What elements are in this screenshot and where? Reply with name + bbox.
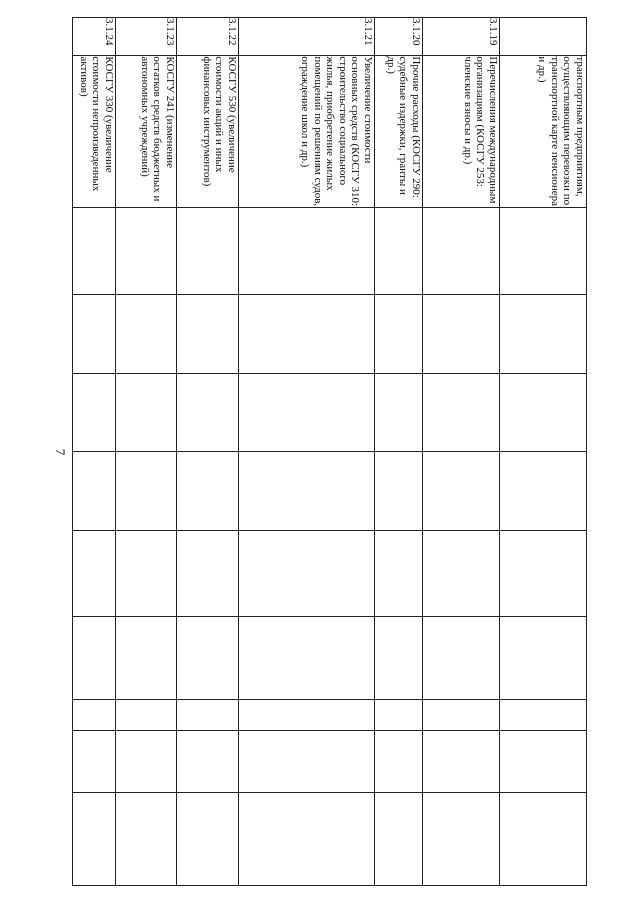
table-row	[239, 18, 375, 886]
empty-cell	[500, 617, 587, 700]
empty-cell	[375, 617, 423, 700]
empty-cell	[116, 207, 177, 294]
empty-cell	[423, 294, 500, 373]
row-number: 3.1.19	[423, 18, 500, 56]
empty-cell	[177, 531, 239, 617]
empty-cell	[73, 700, 116, 731]
table-row	[423, 18, 500, 886]
empty-cell	[500, 294, 587, 373]
empty-cell	[239, 452, 375, 531]
empty-cell	[375, 373, 423, 452]
table-row	[73, 18, 116, 886]
empty-cell	[239, 294, 375, 373]
empty-cell	[177, 617, 239, 700]
table-row	[177, 18, 239, 886]
empty-cell	[177, 207, 239, 294]
empty-cell	[177, 700, 239, 731]
row-description: КОСГУ 241 (изменение остатков средств бюджетных и автономных учреждений)	[116, 56, 177, 208]
row-number: 3.1.21	[239, 18, 375, 56]
empty-cell	[177, 373, 239, 452]
empty-cell	[116, 294, 177, 373]
empty-cell	[116, 531, 177, 617]
empty-cell	[177, 294, 239, 373]
empty-cell	[239, 700, 375, 731]
empty-cell	[177, 792, 239, 885]
row-number	[500, 18, 587, 56]
table-row	[500, 18, 587, 886]
expenses-table	[72, 17, 587, 886]
empty-cell	[73, 373, 116, 452]
empty-cell	[73, 617, 116, 700]
empty-cell	[239, 531, 375, 617]
row-description: Перечисления международным организациям (КОСГУ 253: членские взносы и др.)	[423, 56, 500, 208]
row-description: КОСГУ 530 (увеличение стоимости акций и иных финансовых инструментов)	[177, 56, 239, 208]
empty-cell	[423, 373, 500, 452]
empty-cell	[239, 207, 375, 294]
empty-cell	[375, 792, 423, 885]
table-row	[116, 18, 177, 886]
empty-cell	[423, 731, 500, 793]
empty-cell	[423, 617, 500, 700]
row-number: 3.1.24	[73, 18, 116, 56]
table-row	[375, 18, 423, 886]
row-description: Увеличение стоимости основных средств (КОСГУ 310: строительство социального жилья, приобретение жилых помещений по решениям судов, ограждение школ и др.)	[239, 56, 375, 208]
empty-cell	[239, 792, 375, 885]
empty-cell	[423, 700, 500, 731]
empty-cell	[73, 792, 116, 885]
row-number: 3.1.22	[177, 18, 239, 56]
page-number: 7	[53, 448, 68, 456]
empty-cell	[423, 207, 500, 294]
empty-cell	[177, 452, 239, 531]
empty-cell	[500, 452, 587, 531]
empty-cell	[239, 617, 375, 700]
empty-cell	[116, 700, 177, 731]
empty-cell	[375, 531, 423, 617]
empty-cell	[500, 531, 587, 617]
empty-cell	[239, 731, 375, 793]
table-container	[78, 17, 587, 886]
empty-cell	[116, 373, 177, 452]
empty-cell	[73, 294, 116, 373]
empty-cell	[73, 207, 116, 294]
empty-cell	[375, 207, 423, 294]
row-description: Прочие расходы (КОСГУ 290: судебные издержки, гранты и др.)	[375, 56, 423, 208]
empty-cell	[116, 792, 177, 885]
empty-cell	[500, 207, 587, 294]
empty-cell	[500, 792, 587, 885]
empty-cell	[423, 531, 500, 617]
empty-cell	[423, 792, 500, 885]
empty-cell	[116, 617, 177, 700]
empty-cell	[375, 452, 423, 531]
row-number: 3.1.23	[116, 18, 177, 56]
empty-cell	[116, 731, 177, 793]
empty-cell	[177, 731, 239, 793]
empty-cell	[375, 700, 423, 731]
empty-cell	[239, 373, 375, 452]
empty-cell	[500, 731, 587, 793]
empty-cell	[500, 373, 587, 452]
row-number: 3.1.20	[375, 18, 423, 56]
empty-cell	[73, 452, 116, 531]
row-description: транспортным предприятиям, осуществляющим перевозки по транспортной карте пенсионера и др.)	[500, 56, 587, 208]
empty-cell	[423, 452, 500, 531]
empty-cell	[73, 731, 116, 793]
row-description: КОСГУ 330 (увеличение стоимости непроизведенных активов)	[73, 56, 116, 208]
empty-cell	[375, 294, 423, 373]
empty-cell	[116, 452, 177, 531]
empty-cell	[375, 731, 423, 793]
empty-cell	[500, 700, 587, 731]
empty-cell	[73, 531, 116, 617]
